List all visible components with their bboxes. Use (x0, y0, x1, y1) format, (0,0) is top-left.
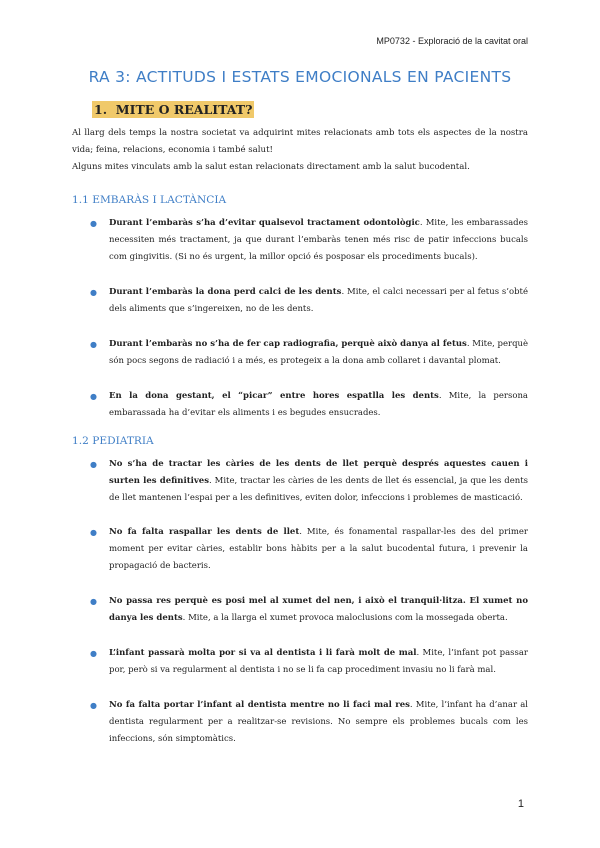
bullet-icon: ● (90, 701, 97, 710)
section-1-heading (92, 102, 256, 117)
bullet-icon: ● (90, 219, 97, 228)
list-item (72, 524, 528, 575)
item-claim: En la dona gestant, el “picar” entre hores espatlla les dents (109, 391, 439, 401)
subsection-1-1-heading: 1.1 EMBARÀS I LACTÀNCIA (72, 194, 227, 206)
subsection-1-1-list (72, 215, 528, 422)
item-claim: No fa falta portar l’infant al dentista mentre no li faci mal res (109, 700, 410, 710)
page-number: 1 (517, 798, 524, 810)
item-explanation: . Mite, és fonamental raspallar-les des del primer moment per evitar càries, establir bons hàbits per a la salut bucodental futura, i prevenir la propagació de bacteris. (109, 527, 529, 571)
list-item (72, 388, 528, 422)
item-explanation: . Mite, l’infant pot passar por, però si va regularment al dentista i no se li fa cap procediment invasiu no li farà mal. (109, 648, 528, 675)
list-item (72, 215, 528, 262)
bullet-icon: ● (90, 340, 97, 349)
subsection-1-2-list (72, 456, 528, 748)
item-claim: No fa falta raspallar les dents de llet (109, 527, 300, 537)
bullet-icon: ● (90, 649, 97, 658)
subsection-1-2-heading: 1.2 PEDIATRIA (72, 435, 154, 447)
item-claim: Durant l’embaràs la dona perd calci de les dents (109, 287, 342, 297)
list-item (72, 593, 528, 627)
section-1-title: MITE O REALITAT? (115, 102, 253, 117)
bullet-icon: ● (90, 597, 97, 606)
item-explanation: . Mite, l’infant ha d’anar al dentista regularment per a realitzar-se revisions. No sempre els problemes bucals com les infeccions, són simptomàtics. (109, 700, 528, 744)
bullet-icon: ● (90, 460, 97, 469)
item-claim: L’infant passarà molta por si va al dentista i li farà molt de mal (109, 648, 417, 658)
bullet-icon: ● (90, 288, 97, 297)
list-item (72, 645, 528, 679)
intro-text (72, 125, 528, 176)
list-item (72, 456, 528, 507)
item-explanation: . Mite, el calci necessari per al fetus s’obté dels aliments que s’ingereixen, no de les dents. (109, 287, 528, 314)
list-item (72, 697, 528, 748)
item-claim: Durant l’embaràs s’ha d’evitar qualsevol tractament odontològic (109, 218, 420, 228)
section-1-highlight (92, 101, 254, 118)
item-explanation: . Mite, tractar les càries de les dents de llet és essencial, ja que les dents de llet mantenen l’espai per a les definitives, eviten dolor, infeccions i problemes de masticació. (109, 476, 529, 503)
intro-paragraph-2: Alguns mites vinculats amb la salut estan relacionats directament amb la salut bucodental. (72, 162, 470, 172)
item-claim: Durant l’embaràs no s’ha de fer cap radiografia, perquè això danya al fetus (109, 339, 467, 349)
bullet-icon: ● (90, 528, 97, 537)
page-header: MP0732 - Exploració de la cavitat oral (376, 36, 528, 46)
intro-paragraph-1: Al llarg dels temps la nostra societat va adquirint mites relacionats amb tots els aspectes de la nostra vida; feina, relacions, economia i també salut! (72, 128, 528, 155)
item-explanation: . Mite, perquè són pocs segons de radiació i a més, es protegeix a la dona amb collaret i davantal plomat. (109, 339, 529, 366)
item-claim: No passa res perquè es posi mel al xumet del nen, i això el tranquil·litza. El xumet no danya les dents (109, 596, 528, 623)
bullet-icon: ● (90, 392, 97, 401)
list-item (72, 336, 528, 370)
item-explanation: . Mite, a la llarga el xumet provoca maloclusions com la mossegada oberta. (182, 613, 508, 623)
section-1-number: 1. (94, 102, 108, 117)
list-item (72, 284, 528, 318)
item-explanation: . Mite, la persona embarassada ha d’evitar els aliments i es begudes ensucrades. (109, 391, 528, 418)
item-claim: No s’ha de tractar les càries de les dents de llet perquè després aquestes cauen i surten les definitives (109, 459, 528, 486)
page-title: RA 3: ACTITUDS I ESTATS EMOCIONALS EN PACIENTS (88, 68, 512, 86)
item-explanation: . Mite, les embarassades necessiten més tractament, ja que durant l’embaràs tenen més risc de patir infeccions bucals com gingivitis. (Si no és urgent, la millor opció és posposar els procediments bucals). (109, 218, 528, 262)
